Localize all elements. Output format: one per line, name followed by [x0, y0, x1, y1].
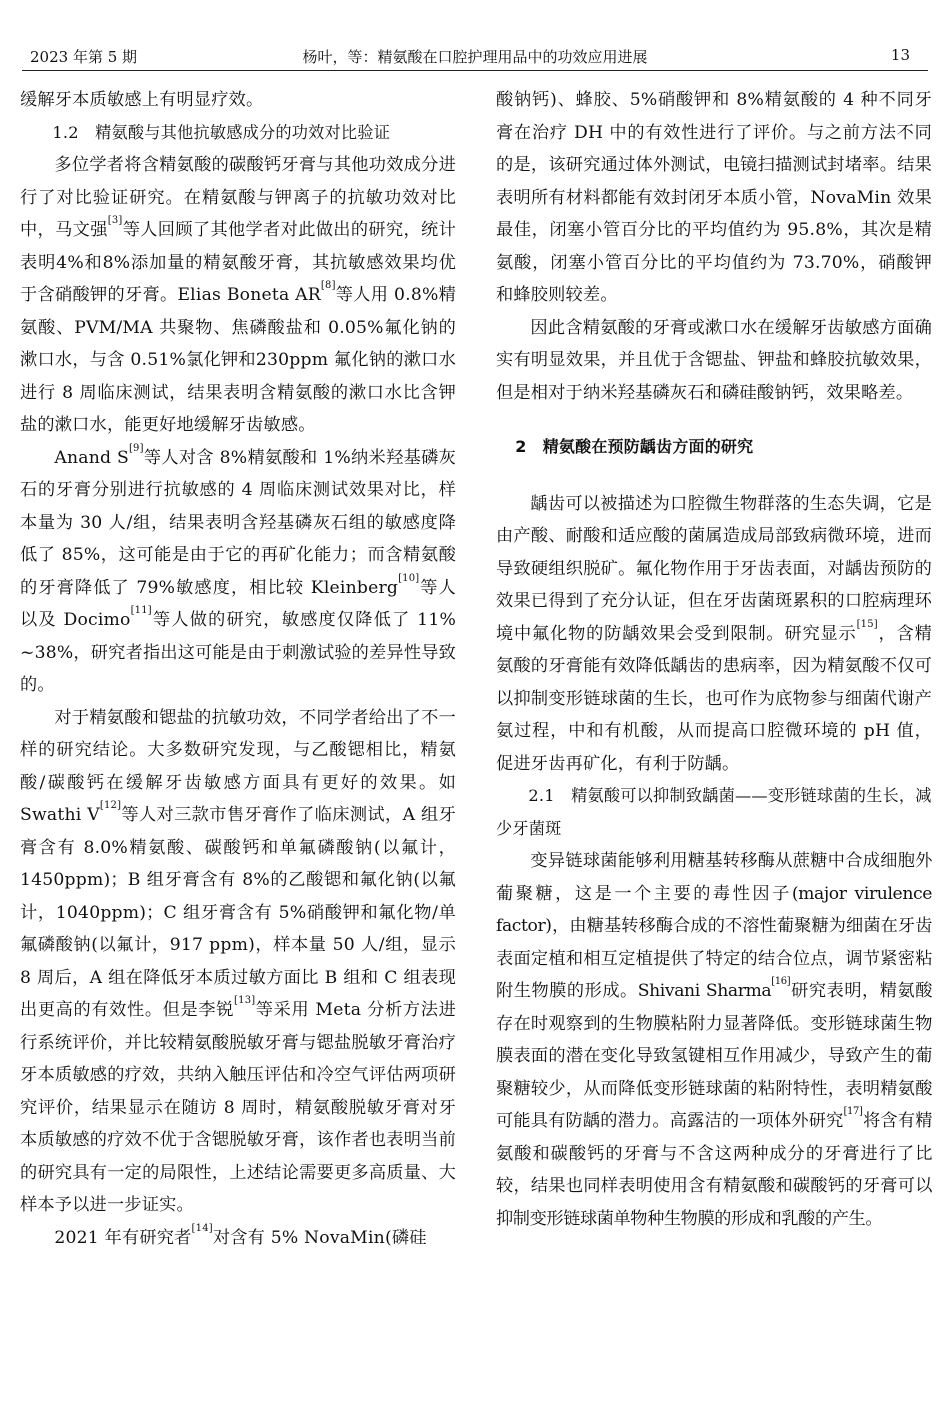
subsection-heading-2-1: 2.1 精氨酸可以抑制致龋菌——变形链球菌的生长，减少牙菌斑 [496, 786, 932, 838]
journal-issue: 2023 年第 5 期 [30, 48, 138, 66]
right-column [496, 84, 932, 1235]
citation-ref[interactable]: [8] [320, 280, 336, 291]
paragraph: 变异链球菌能够利用糖基转移酶从蔗糖中合成细胞外葡聚糖，这是一个主要的毒性因子(major virulence factor)，由糖基转移酶合成的不溶性葡聚糖为细菌在牙齿表面定植和相互定植提供了特定的结合位点，调节紧密粘附生物膜的形成。Shivani Sharma[16]研究表明，精氨酸存在时观察到的生物膜粘附力显著降低。变形链球菌生物膜表面的潜在变化导致氢键相互作用减少，导致产生的葡聚糖较少，从而降低变形链球菌的粘附特性，表明精氨酸可能具有防龋的潜力。高露洁的一项体外研究[17]将含有精氨酸和碳酸钙的牙膏与不含这两种成分的牙膏进行了比较，结果也同样表明使用含有精氨酸和碳酸钙的牙膏可以抑制变形链球菌单物种生物膜的形成和乳酸的产生。 [496, 851, 932, 1229]
citation-ref[interactable]: [11] [130, 605, 152, 616]
paragraph: 对于精氨酸和锶盐的抗敏功效，不同学者给出了不一样的研究结论。大多数研究发现，与乙酸锶相比，精氨酸/碳酸钙在缓解牙齿敏感方面具有更好的效果。如 Swathi V[12]等人对三款市售牙膏作了临床测试，A 组牙膏含有 8.0%精氨酸、碳酸钙和单氟磷酸钠(以氟计，1450ppm)；B 组牙膏含有 8%的乙酸锶和氟化钠(以氟计，1040ppm)；C 组牙膏含有 5%硝酸钾和氟化物/单氟磷酸钠(以氟计，917 ppm)，样本量 50 人/组，显示 8 周后，A 组在降低牙本质过敏方面比 B 组和 C 组表现出更高的有效性。但是李锐[13]等采用 Meta 分析方法进行系统评价，并比较精氨酸脱敏牙膏与锶盐脱敏牙膏治疗牙本质敏感的疗效，共纳入触压评估和冷空气评估两项研究评价，结果显示在随访 8 周时，精氨酸脱敏牙膏对牙本质敏感的疗效不优于含锶脱敏牙膏，该作者也表明当前的研究具有一定的局限性，上述结论需要更多高质量、大样本予以进一步证实。 [20, 707, 456, 1215]
paragraph: 因此含精氨酸的牙膏或漱口水在缓解牙齿敏感方面确实有明显效果，并且优于含锶盐、钾盐和蜂胶抗敏效果，但是相对于纳米羟基磷灰石和磷硅酸钠钙，效果略差。 [496, 317, 932, 403]
citation-ref[interactable]: [3] [107, 215, 123, 226]
citation-ref[interactable]: [17] [843, 1106, 863, 1117]
citation-ref[interactable]: [12] [99, 800, 122, 811]
paragraph: Anand S[9]等人对含 8%精氨酸和 1%纳米羟基磷灰石的牙膏分别进行抗敏感的 4 周临床测试效果对比，样本量为 30 人/组，结果表明含羟基磷灰石组的敏感度降低了 85%，这可能是由于它的再矿化能力；而含精氨酸的牙膏降低了 79%敏感度，相比较 Kleinberg[10]等人以及 Docimo[11]等人做的研究，敏感度仅降低了 11% ~38%，研究者指出这可能是由于刺激试验的差异性导致的。 [20, 442, 456, 695]
paragraph: 缓解牙本质敏感上有明显疗效。 [20, 90, 264, 110]
left-column [20, 84, 456, 1254]
citation-ref[interactable]: [10] [398, 572, 420, 584]
citation-ref[interactable]: [16] [771, 976, 791, 987]
page-number: 13 [890, 46, 910, 64]
citation-ref[interactable]: [13] [234, 995, 256, 1006]
citation-ref[interactable]: [14] [191, 1222, 213, 1234]
citation-ref[interactable]: [9] [128, 442, 144, 454]
paragraph: 龋齿可以被描述为口腔微生物群落的生态失调，它是由产酸、耐酸和适应酸的菌属造成局部致病微环境，进而导致硬组织脱矿。氟化物作用于牙齿表面，对龋齿预防的效果已得到了充分认证，但在牙齿菌斑累积的口腔病理环境中氟化物的防龋效果会受到限制。研究显示[15]，含精氨酸的牙膏能有效降低龋齿的患病率，因为精氨酸不仅可以抑制变形链球菌的生长，也可作为底物参与细菌代谢产氨过程，中和有机酸，从而提高口腔微环境的 pH 值，促进牙齿再矿化，有利于防龋。 [496, 493, 932, 774]
citation-ref[interactable]: [15] [856, 618, 878, 630]
paragraph: 酸钠钙)、蜂胶、5%硝酸钾和 8%精氨酸的 4 种不同牙膏在治疗 DH 中的有效性进行了评价。与之前方法不同的是，该研究通过体外测试，电镜扫描测试封堵率。结果表明所有材料都能有效封闭牙本质小管，NovaMin 效果最佳，闭塞小管百分比的平均值约为 95.8%，其次是精氨酸，闭塞小管百分比的平均值约为 73.70%，硝酸钾和蜂胶则较差。 [496, 90, 932, 305]
paragraph: 多位学者将含精氨酸的碳酸钙牙膏与其他功效成分进行了对比验证研究。在精氨酸与钾离子的抗敏功效对比中，马文强[3]等人回顾了其他学者对此做出的研究，统计表明4%和8%添加量的精氨酸牙膏，其抗敏感效果均优于含硝酸钾的牙膏。Elias Boneta AR[8]等人用 0.8%精氨酸、PVM/MA 共聚物、焦磷酸盐和 0.05%氟化钠的漱口水，与含 0.51%氯化钾和230ppm 氟化钠的漱口水进行 8 周临床测试，结果表明含精氨酸的漱口水比含钾盐的漱口水，能更好地缓解牙齿敏感。 [20, 155, 457, 435]
paragraph: 2021 年有研究者[14]对含有 5% NovaMin(磷硅 [54, 1222, 427, 1248]
running-header [22, 40, 928, 71]
running-title: 杨叶，等：精氨酸在口腔护理用品中的功效应用进展 [302, 48, 648, 66]
section-heading-2: 2 精氨酸在预防龋齿方面的研究 [515, 437, 754, 456]
subsection-heading-1-2: 1.2 精氨酸与其他抗敏感成分的功效对比验证 [52, 122, 391, 142]
